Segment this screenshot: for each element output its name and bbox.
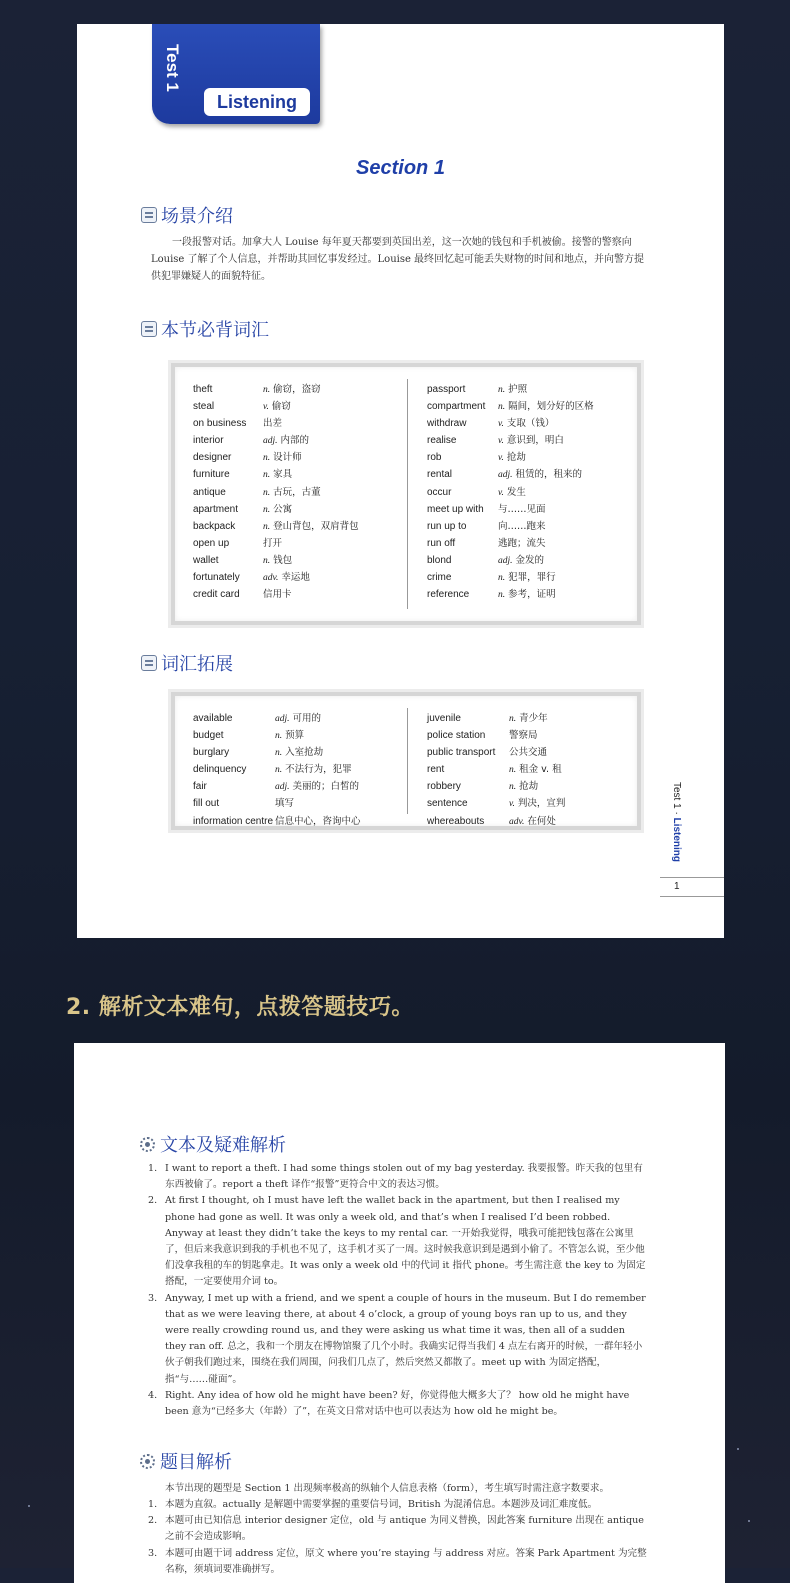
- definition-text: 与……见面: [498, 503, 546, 515]
- vocab-definition: [263, 535, 282, 552]
- part-of-speech: adj.: [263, 436, 278, 447]
- feature-heading: 2. 解析文本难句，点拨答题技巧。: [66, 995, 414, 1020]
- vocab-word: on business: [193, 418, 247, 430]
- vocab-definition: [263, 518, 359, 535]
- vocab-row: [193, 569, 359, 586]
- vocab-word: credit card: [193, 589, 240, 601]
- definition-text: 偷窃: [271, 401, 291, 413]
- vocab-row: [427, 484, 594, 501]
- list-item: [148, 1388, 648, 1420]
- vocab-definition: [263, 415, 282, 432]
- star-dot: [737, 1448, 739, 1450]
- definition-text: 公寓: [273, 503, 293, 515]
- vocab-row: [193, 761, 361, 778]
- vocab-row: [427, 518, 594, 535]
- part-of-speech: v.: [263, 402, 269, 413]
- vocab-row: [193, 795, 361, 812]
- definition-text: 预算: [285, 730, 305, 742]
- tab-listening-label: Listening: [204, 88, 310, 116]
- side-listening-label: Listening: [671, 817, 682, 863]
- vocab-word: wallet: [193, 554, 219, 566]
- item-number: 1.: [148, 1163, 158, 1174]
- analysis-heading: [140, 1131, 286, 1157]
- part-of-speech: n.: [263, 504, 271, 515]
- notebook-icon: [141, 207, 157, 223]
- part-of-speech: adj.: [498, 470, 513, 481]
- vocab-definition: [275, 761, 352, 778]
- vocab-definition: [498, 552, 544, 569]
- vocab-row: [427, 569, 594, 586]
- vocab-word: fair: [193, 781, 207, 793]
- vocab-definition: [498, 449, 526, 466]
- vocab-definition: [509, 761, 562, 778]
- vocab-definition: [275, 813, 361, 830]
- vocab-word: blond: [427, 554, 452, 566]
- vocab-word: budget: [193, 730, 224, 742]
- part-of-speech: v.: [498, 436, 504, 447]
- vocab-definition: [263, 449, 302, 466]
- vocab-row: [193, 398, 359, 415]
- vocab-word: passport: [427, 384, 466, 395]
- vocab-word: police station: [427, 730, 486, 742]
- tab-test-label: Test 1: [163, 44, 182, 92]
- definition-text: 租金 v. 租: [519, 764, 562, 776]
- vocab-definition: [263, 484, 321, 501]
- definition-text: 在何处: [527, 815, 556, 827]
- list-item: [148, 1291, 648, 1388]
- vocab-row: [427, 795, 565, 812]
- item-number: 1.: [148, 1499, 158, 1510]
- part-of-speech: v.: [498, 453, 504, 464]
- vocab-row: [427, 449, 594, 466]
- vocab-definition: [275, 778, 359, 795]
- vocab-word: theft: [193, 384, 213, 395]
- vocab-definition: [509, 727, 538, 744]
- vocab-definition: [509, 795, 565, 812]
- part-of-speech: n.: [263, 385, 271, 395]
- scene-heading: [141, 202, 233, 228]
- part-of-speech: v.: [498, 419, 504, 430]
- vocab-row: [193, 415, 359, 432]
- vocab-word: apartment: [193, 503, 239, 515]
- vocab-row: [427, 466, 594, 483]
- vocab-word: designer: [193, 452, 232, 464]
- list-item: [148, 1161, 648, 1193]
- vocab-row: [193, 744, 361, 761]
- definition-text: 青少年: [519, 713, 548, 724]
- vocab-word: occur: [427, 486, 452, 498]
- item-text: Right. Any idea of how old he might have been? 好，你觉得他大概多大了？ how old he might have been 意为“已经多大（年龄）了”，在英文日常对话中也可以表达为 how old he might be。: [165, 1389, 630, 1418]
- definition-text: 逃跑；流失: [498, 537, 546, 549]
- vocab-row: [427, 778, 565, 795]
- vocab-definition: [263, 586, 292, 603]
- part-of-speech: v.: [498, 487, 504, 498]
- vocab-definition: [263, 381, 321, 398]
- part-of-speech: n.: [275, 765, 283, 776]
- vocab-word: furniture: [193, 469, 230, 481]
- vocab-word: run up to: [427, 520, 467, 532]
- analysis-heading-text: 文本及疑难解析: [160, 1135, 286, 1156]
- part-of-speech: v.: [509, 799, 515, 810]
- vocab-row: [193, 586, 359, 603]
- questions-list: [148, 1497, 648, 1578]
- part-of-speech: n.: [263, 555, 271, 566]
- definition-text: 钱包: [273, 554, 293, 566]
- book-page-2: [74, 1043, 725, 1583]
- part-of-speech: n.: [498, 385, 506, 395]
- vocab-row: [427, 398, 594, 415]
- vocab-definition: [263, 569, 310, 586]
- vocab-definition: [498, 501, 546, 518]
- vocab-row: [427, 535, 594, 552]
- list-item: [148, 1546, 648, 1578]
- vocab-row: [427, 761, 565, 778]
- vocab-definition: [498, 415, 554, 432]
- item-text: 本题可由已知信息 interior designer 定位，old 与 antique 为同义替换，因此答案 furniture 出现在 antique 之前不会造成影响。: [165, 1515, 644, 1543]
- vocab-row: [427, 586, 594, 603]
- definition-text: 不法行为，犯罪: [285, 764, 352, 776]
- scene-paragraph: 一段报警对话。加拿大人 Louise 每年夏天都要到英国出差，这一次她的钱包和手机被偷。接警的警察向 Louise 了解了个人信息，并帮助其回忆事发经过。Louise 最终回忆起可能丢失财物的时间和地点，并向警方提供犯罪嫌疑人的面貌特征。: [151, 237, 645, 282]
- vocab-row: [427, 415, 594, 432]
- part-of-speech: n.: [498, 590, 506, 601]
- vocab-definition: [263, 398, 291, 415]
- part-of-speech: n.: [498, 402, 506, 413]
- definition-text: 意识到，明白: [506, 435, 564, 447]
- vocab-definition: [509, 813, 556, 830]
- part-of-speech: adv.: [509, 816, 525, 827]
- part-of-speech: n.: [509, 765, 517, 776]
- definition-text: 填写: [275, 798, 295, 810]
- vocab-word: fortunately: [193, 572, 240, 584]
- page-number-rule: [660, 877, 724, 878]
- vocab-row: [427, 381, 594, 398]
- vocab-definition: [498, 466, 582, 483]
- vocab-row: [193, 484, 359, 501]
- vocab-row: [193, 778, 361, 795]
- item-text: At first I thought, oh I must have left the wallet back in the apartment, but then I realised my phone had gone as well. It was only a week old, and that’s when I realised I’d been robbed. Anyway at least they didn’t take the keys to my rental car. 一开始我觉得，哦我可能把钱包落在公寓里了，但后来我意识到我的手机也不见了，这手机才买了一周。这时候我意识到是遇到小偷了。不管怎么说，至少他们没拿我租的车的钥匙拿走。It was only a week old 中的代词 it 指代 phone。考生需注意 the key to 为固定搭配，一定要使用介词 to。: [165, 1195, 646, 1288]
- vocab-row: [427, 710, 565, 727]
- definition-text: 美丽的；白皙的: [292, 781, 360, 793]
- vocab-book-icon: [141, 321, 157, 337]
- definition-text: 抢劫: [519, 781, 539, 793]
- column-divider: [407, 708, 408, 814]
- definition-text: 幸运地: [281, 572, 310, 584]
- vocab-word: delinquency: [193, 764, 247, 776]
- vocab-definition: [263, 552, 292, 569]
- part-of-speech: n.: [263, 453, 271, 464]
- vocab-row: [193, 710, 361, 727]
- definition-text: 参考，证明: [508, 589, 556, 601]
- vocab-definition: [498, 518, 546, 535]
- star-dot: [28, 1505, 30, 1507]
- vocab-row: [193, 381, 359, 398]
- part-of-speech: n.: [509, 782, 517, 793]
- vocab-row: [427, 727, 565, 744]
- definition-text: 隔间，划分好的区格: [508, 401, 594, 413]
- vocab-word: steal: [193, 401, 215, 413]
- vocab-definition: [498, 398, 594, 415]
- page-number: 1: [674, 881, 680, 892]
- definition-text: 内部的: [280, 435, 310, 447]
- vocab-row: [193, 501, 359, 518]
- vocab-definition: [275, 710, 321, 727]
- definition-text: 护照: [508, 384, 528, 395]
- list-item: [148, 1497, 648, 1513]
- definition-text: 租赁的，租来的: [515, 469, 583, 481]
- vocab-definition: [509, 778, 538, 795]
- ext-vocab-heading-text: 词汇拓展: [161, 654, 233, 675]
- gear-icon: [140, 1137, 155, 1152]
- item-text: I want to report a theft. I had some things stolen out of my bag yesterday. 我要报警。昨天我的包里有东西被偷了。report a theft 译作“报警”更符合中文的表达习惯。: [165, 1163, 643, 1191]
- vocab-definition: [498, 535, 546, 552]
- list-item: [148, 1513, 648, 1545]
- vocab-row: [427, 813, 565, 830]
- definition-text: 公共交通: [509, 747, 548, 759]
- definition-text: 信息中心，咨询中心: [275, 815, 361, 827]
- vocab-word: run off: [427, 537, 456, 549]
- definition-text: 偷窃，盗窃: [273, 384, 321, 395]
- vocab-row: [193, 552, 359, 569]
- scene-heading-text: 场景介绍: [161, 206, 233, 227]
- book-page-1: [77, 24, 724, 938]
- column-divider: [407, 379, 408, 609]
- vocab-definition: [498, 381, 527, 398]
- vocab-word: robbery: [427, 781, 461, 793]
- part-of-speech: n.: [263, 487, 271, 498]
- vocab-definition: [275, 795, 294, 812]
- part-of-speech: n.: [275, 748, 283, 759]
- questions-heading: [140, 1448, 232, 1474]
- vocab-definition: [498, 484, 526, 501]
- vocab-definition: [263, 432, 309, 449]
- definition-text: 抢劫: [506, 452, 526, 464]
- vocab-row: [193, 813, 361, 830]
- must-vocab-box: [171, 363, 641, 625]
- vocab-word: interior: [193, 435, 224, 447]
- definition-text: 犯罪，罪行: [508, 572, 556, 584]
- definition-text: 判决，宣判: [517, 798, 566, 810]
- definition-text: 登山背包，双肩背包: [273, 520, 359, 532]
- definition-text: 出差: [263, 418, 283, 430]
- item-text: Anyway, I met up with a friend, and we spent a couple of hours in the museum. But I do remember that as we were leaving there, at about 4 o’clock, a group of young boys ran up to us, and they were really crowding round us, and they were asking us what time it was, then all of a sudden they ran off. 总之，我和一个朋友在博物馆聚了几个小时。我确实记得当我们 4 点左右离开的时候，一群年轻小伙子朝我们跑过来，围绕在我们周围，问我们几点了，然后突然又都散了。meet up with 为固定搭配，指“与……碰面”。: [165, 1292, 646, 1385]
- vocab-word: juvenile: [427, 713, 461, 724]
- analysis-list: [148, 1161, 648, 1420]
- vocab-word: burglary: [193, 747, 230, 759]
- must-vocab-heading-text: 本节必背词汇: [161, 320, 269, 341]
- item-number: 3.: [148, 1292, 158, 1304]
- vocab-word: compartment: [427, 401, 486, 413]
- part-of-speech: n.: [263, 521, 271, 532]
- definition-text: 打开: [263, 537, 283, 549]
- part-of-speech: adj.: [275, 782, 290, 793]
- side-running-head: [671, 782, 682, 862]
- vocab-word: information centre: [193, 815, 274, 827]
- vocab-definition: [498, 432, 564, 449]
- part-of-speech: n.: [498, 573, 506, 584]
- vocab-row: [193, 518, 359, 535]
- vocab-definition: [275, 744, 323, 761]
- vocab-definition: [263, 501, 292, 518]
- vocab-word: sentence: [427, 798, 468, 810]
- vocab-row: [193, 727, 361, 744]
- definition-text: 金发的: [515, 554, 545, 566]
- vocab-word: crime: [427, 572, 452, 584]
- vocab-word: antique: [193, 486, 226, 498]
- notebook-icon: [141, 655, 157, 671]
- definition-text: 古玩，古董: [273, 486, 321, 498]
- vocab-word: public transport: [427, 747, 496, 759]
- vocab-word: rent: [427, 764, 445, 776]
- definition-text: 发生: [506, 486, 526, 498]
- item-text: 本题可由题干词 address 定位，原文 where you’re staying 与 address 对应。答案 Park Apartment 为完整名称，须填词要准确拼写。: [165, 1547, 647, 1575]
- part-of-speech: n.: [275, 731, 283, 742]
- vocab-row: [427, 552, 594, 569]
- definition-text: 警察局: [509, 730, 538, 742]
- vocab-row: [193, 449, 359, 466]
- vocab-definition: [509, 744, 547, 761]
- part-of-speech: adj.: [275, 714, 290, 724]
- definition-text: 可用的: [292, 713, 322, 724]
- item-number: 3.: [148, 1547, 158, 1559]
- page-number-rule: [660, 896, 724, 897]
- vocab-row: [427, 501, 594, 518]
- vocab-word: realise: [427, 435, 457, 447]
- list-item: [148, 1193, 648, 1290]
- test-tab: [152, 24, 320, 124]
- definition-text: 设计师: [273, 452, 302, 464]
- vocab-row: [193, 466, 359, 483]
- vocab-definition: [275, 727, 304, 744]
- item-number: 2.: [148, 1195, 158, 1207]
- vocab-definition: [509, 710, 548, 727]
- definition-text: 入室抢劫: [285, 747, 324, 759]
- part-of-speech: n.: [509, 714, 517, 724]
- item-number: 4.: [148, 1389, 158, 1401]
- questions-heading-text: 题目解析: [160, 1452, 232, 1473]
- part-of-speech: adv.: [263, 573, 279, 584]
- vocab-definition: [498, 586, 556, 603]
- ext-vocab-heading: [141, 650, 233, 676]
- vocab-word: backpack: [193, 520, 236, 532]
- vocab-row: [193, 432, 359, 449]
- vocab-word: available: [193, 713, 233, 724]
- vocab-word: withdraw: [427, 418, 467, 430]
- vocab-definition: [498, 569, 556, 586]
- vocab-word: open up: [193, 537, 230, 549]
- definition-text: 支取（钱）: [506, 418, 555, 430]
- vocab-definition: [263, 466, 292, 483]
- definition-text: 向……跑来: [498, 520, 546, 532]
- vocab-word: fill out: [193, 798, 220, 810]
- must-vocab-heading: [141, 316, 269, 342]
- item-number: 2.: [148, 1515, 158, 1527]
- vocab-word: reference: [427, 589, 470, 601]
- gear-icon: [140, 1454, 155, 1469]
- star-dot: [748, 1520, 750, 1522]
- definition-text: 家具: [273, 469, 293, 481]
- vocab-row: [427, 744, 565, 761]
- part-of-speech: adj.: [498, 555, 513, 566]
- definition-text: 信用卡: [263, 589, 292, 601]
- vocab-word: whereabouts: [427, 815, 485, 827]
- item-text: 本题为直叙。actually 是解题中需要掌握的重要信号词，British 为混淆信息。本题涉及词汇难度低。: [165, 1499, 598, 1510]
- questions-intro: 本节出现的题型是 Section 1 出现频率极高的纵轴个人信息表格（form），考生填写时需注意字数要求。: [165, 1483, 610, 1494]
- vocab-word: rob: [427, 452, 442, 464]
- ext-vocab-box: [171, 692, 641, 830]
- side-test-label: Test 1 ·: [671, 782, 682, 818]
- vocab-row: [193, 535, 359, 552]
- section-title: Section 1: [356, 157, 445, 179]
- vocab-row: [427, 432, 594, 449]
- part-of-speech: n.: [263, 470, 271, 481]
- vocab-word: rental: [427, 469, 453, 481]
- vocab-word: meet up with: [427, 503, 484, 515]
